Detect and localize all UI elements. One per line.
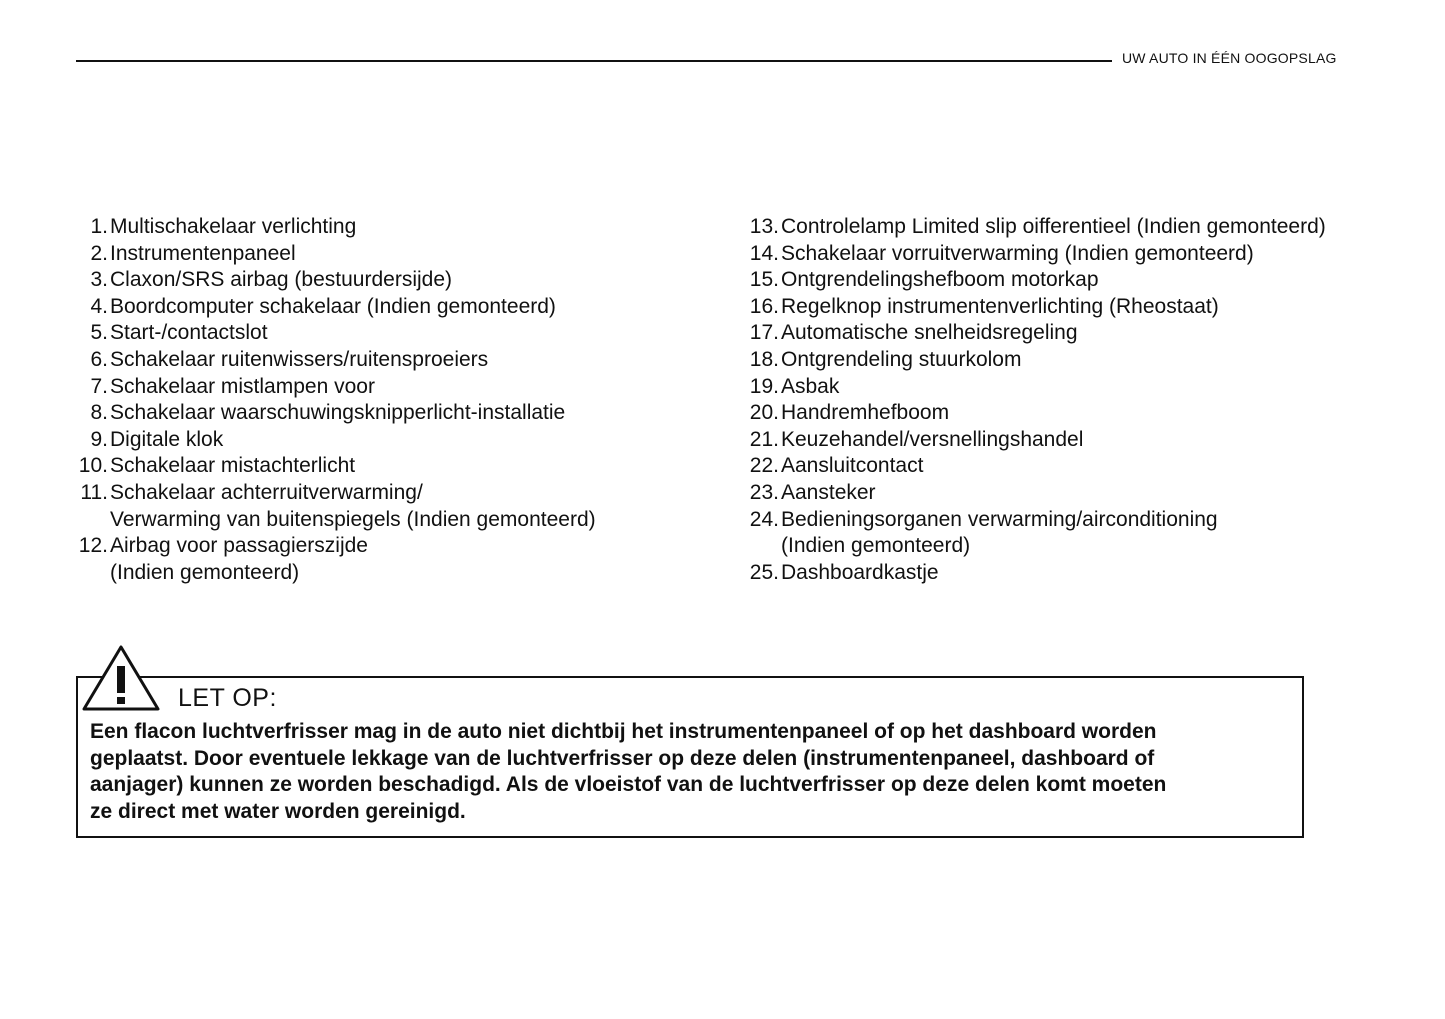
legend-list-right	[744, 214, 1434, 586]
warning-title: LET OP:	[178, 684, 277, 712]
item-number: 5.	[90, 321, 108, 345]
item-text-continued: (Indien gemonteerd)	[781, 534, 971, 558]
warning-triangle-icon	[82, 644, 160, 712]
item-number: 1.	[90, 215, 108, 238]
list-item	[744, 347, 1434, 374]
warning-text-line: Een flacon luchtverfrisser mag in de auto niet dichtbij het instrumentenpaneel of op het dashboard worden	[90, 720, 1157, 743]
list-item	[744, 267, 1434, 294]
item-text: Controlelamp Limited slip oifferentieel (Indien gemonteerd)	[781, 215, 1326, 238]
list-item	[72, 400, 712, 427]
item-text: Handremhefboom	[781, 401, 950, 425]
list-item	[744, 294, 1434, 321]
header-title: UW AUTO IN ÉÉN OOGOPSLAG	[1122, 50, 1337, 66]
warning-text-line: aanjager) kunnen ze worden beschadigd. Als de vloeistof van de luchtverfrisser op deze delen komt moeten	[90, 773, 1167, 797]
item-text: Ontgrendeling stuurkolom	[781, 347, 1022, 371]
item-text: Start-/contactslot	[110, 321, 268, 345]
list-item	[744, 374, 1434, 401]
item-text: Aansteker	[781, 480, 876, 504]
item-text: Instrumentenpaneel	[110, 241, 296, 265]
list-item	[72, 480, 712, 533]
list-item	[72, 374, 712, 401]
warning-text-line: geplaatst. Door eventuele lekkage van de luchtverfrisser op deze delen (instrumentenpaneel, dashboard of	[90, 746, 1155, 770]
item-number: 18.	[749, 347, 779, 371]
item-text: Schakelaar vorruitverwarming (Indien gemonteerd)	[781, 241, 1254, 265]
item-number: 22.	[749, 454, 779, 478]
item-number: 14.	[749, 241, 779, 265]
list-item	[744, 400, 1434, 427]
item-text: Aansluitcontact	[781, 454, 924, 478]
item-text: Schakelaar mistlampen voor	[110, 374, 375, 398]
item-text: Schakelaar mistachterlicht	[110, 454, 356, 478]
list-item	[72, 453, 712, 480]
item-number: 24.	[749, 507, 779, 531]
list-item	[744, 241, 1434, 268]
list-item	[72, 347, 712, 374]
item-text: Airbag voor passagierszijde	[110, 534, 368, 558]
item-text: Claxon/SRS airbag (bestuurdersijde)	[110, 268, 452, 292]
list-item	[744, 214, 1434, 241]
item-number: 11.	[80, 480, 108, 504]
item-number: 23.	[749, 480, 779, 504]
list-item	[744, 453, 1434, 480]
list-item	[744, 320, 1434, 347]
item-number: 16.	[749, 294, 779, 318]
list-item	[72, 320, 712, 347]
list-item	[72, 241, 712, 268]
item-number: 9.	[90, 427, 108, 451]
item-number: 7.	[90, 374, 108, 398]
list-item	[72, 294, 712, 321]
item-text: Keuzehandel/versnellingshandel	[781, 427, 1084, 451]
item-number: 21.	[749, 427, 779, 451]
item-text-continued: (Indien gemonteerd)	[110, 560, 300, 584]
warning-text	[90, 719, 1296, 825]
item-number: 4.	[90, 294, 108, 318]
item-text: Ontgrendelingshefboom motorkap	[781, 268, 1099, 292]
item-text: Boordcomputer schakelaar (Indien gemonteerd)	[110, 294, 556, 318]
item-text: Multischakelaar verlichting	[110, 215, 357, 238]
item-text-continued: Verwarming van buitenspiegels (Indien gemonteerd)	[110, 507, 596, 531]
list-item	[72, 267, 712, 294]
header-rule	[76, 60, 1112, 62]
item-text: Regelknop instrumentenverlichting (Rheostaat)	[781, 294, 1219, 318]
item-text: Dashboardkastje	[781, 560, 939, 584]
item-number: 3.	[90, 268, 108, 292]
item-number: 10.	[78, 454, 108, 478]
list-item	[744, 560, 1434, 587]
item-text: Schakelaar ruitenwissers/ruitensproeiers	[110, 347, 489, 371]
legend-list-left	[72, 214, 712, 586]
item-number: 12.	[78, 534, 108, 558]
item-text: Bedieningsorganen verwarming/airconditioning	[781, 507, 1218, 531]
list-item	[744, 507, 1434, 560]
item-text: Automatische snelheidsregeling	[781, 321, 1078, 345]
item-number: 6.	[90, 347, 108, 371]
item-text: Schakelaar achterruitverwarming/	[110, 480, 423, 504]
list-item	[72, 214, 712, 241]
item-number: 2.	[90, 241, 108, 265]
item-number: 20.	[749, 401, 779, 425]
item-number: 15.	[749, 268, 779, 292]
list-item	[72, 533, 712, 586]
item-number: 19.	[749, 374, 779, 398]
warning-text-line: ze direct met water worden gereinigd.	[90, 799, 466, 823]
list-item	[72, 427, 712, 454]
item-number: 25.	[749, 560, 779, 584]
item-text: Asbak	[781, 374, 840, 398]
item-text: Schakelaar waarschuwingsknipperlicht-installatie	[110, 401, 566, 425]
list-item	[744, 427, 1434, 454]
item-text: Digitale klok	[110, 427, 224, 451]
item-number: 17.	[749, 321, 779, 345]
item-number: 13.	[749, 215, 779, 238]
item-number: 8.	[90, 401, 108, 425]
list-item	[744, 480, 1434, 507]
